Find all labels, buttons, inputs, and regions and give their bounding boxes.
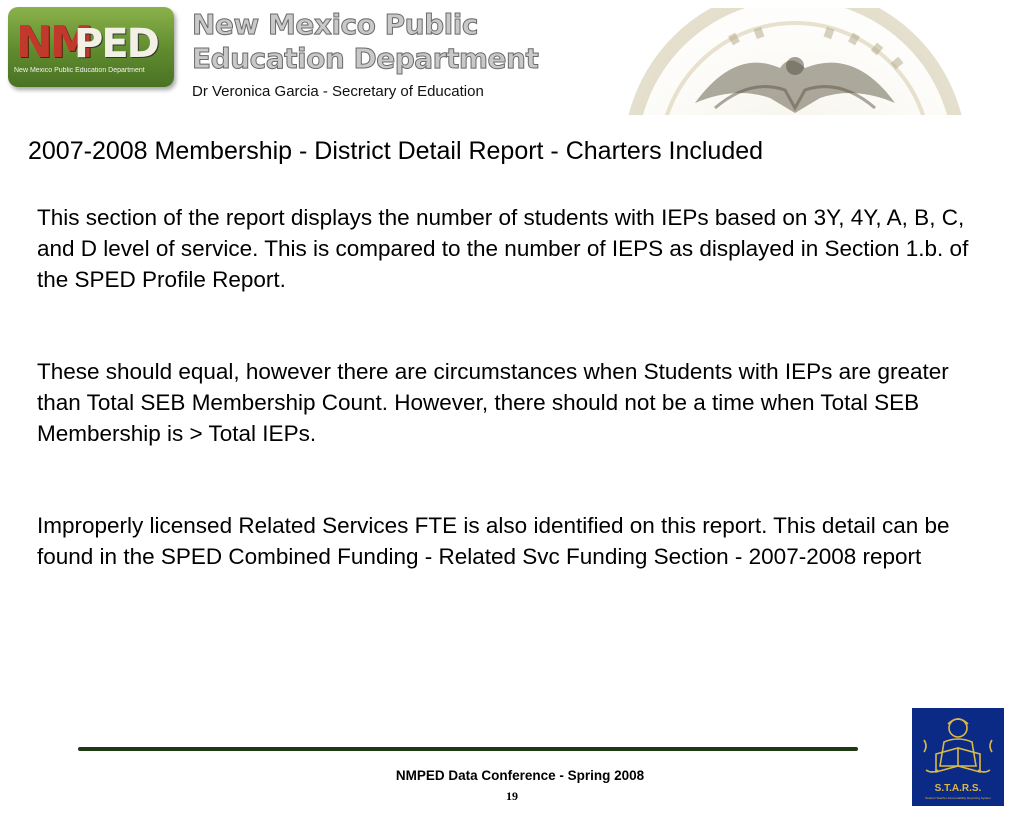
nmped-logo	[8, 7, 174, 87]
slide-title: 2007-2008 Membership - District Detail Report - Charters Included	[28, 137, 764, 165]
paragraph-ieps-description: This section of the report displays the number of students with IEPs based on 3Y, 4Y, A, B, C, and D level of service. This is compared to the number of IEPS as displayed in Section 1.b. of the SPED Profile Report.	[37, 205, 969, 292]
stars-label: S.T.A.R.S.	[934, 783, 982, 794]
header-title-line2: Education Department	[192, 42, 539, 75]
logo-ped-text: PED	[74, 21, 158, 67]
stars-subtext: Student Teacher Accountability Reporting System	[925, 796, 991, 800]
header-title-line1: New Mexico Public	[192, 8, 478, 41]
logo-subtext: New Mexico Public Education Department	[14, 67, 145, 74]
reading-student-icon	[912, 708, 1004, 806]
state-seal-eagle-icon	[575, 8, 1015, 115]
stars-logo	[912, 708, 1004, 806]
paragraph-related-services: Improperly licensed Related Services FTE is also identified on this report. This detail can be found in the SPED Combined Funding - Related Svc Funding Section - 2007-2008 report	[37, 513, 950, 569]
slide-header	[0, 0, 1024, 115]
footer-divider	[78, 747, 858, 751]
paragraph-membership-comparison: These should equal, however there are circumstances when Students with IEPs are greater than Total SEB Membership Count. However, there should not be a time when Total SEB Membership is > Total IEPs.	[37, 359, 949, 446]
page-number: 19	[506, 789, 518, 803]
footer-conference: NMPED Data Conference - Spring 2008	[395, 768, 645, 783]
header-secretary: Dr Veronica Garcia - Secretary of Education	[192, 83, 484, 100]
logo-nm-text: NM	[16, 17, 91, 68]
